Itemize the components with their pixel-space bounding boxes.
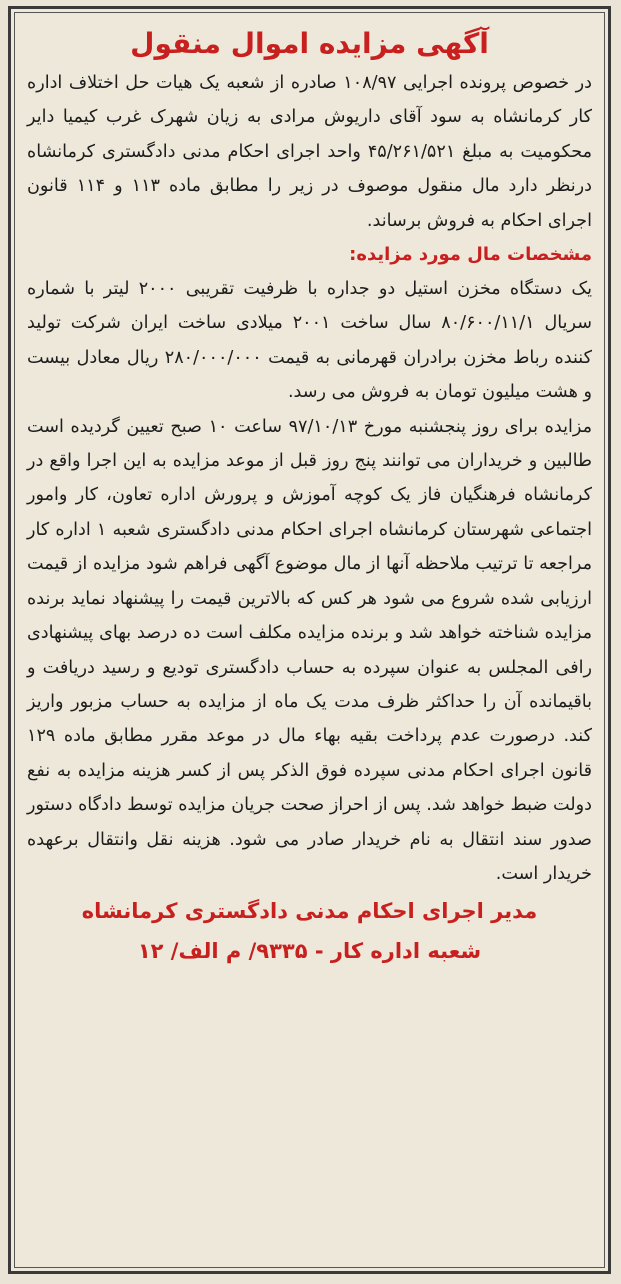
notice-content [15,13,604,971]
notice-title: آگهی مزایده اموال منقول [130,27,489,60]
signature-reference: شعبه اداره کار - ۹۳۳۵/ م الف/ ۱۲ [137,939,482,964]
signature-title: مدیر اجرای احکام مدنی دادگستری کرمانشاه [81,899,538,924]
notice-inner-border [14,12,605,1268]
specs-paragraph: یک دستگاه مخزن استیل دو جداره با ظرفیت تقریبی ۲۰۰۰ لیتر با شماره سریال ۸۰/۶۰۰/۱۱/۱ سال ساخت ۲۰۰۱ میلادی ساخت ایران شرکت تولید کننده رباط مخزن برادران قهرمانی به قیمت ۲۸۰/۰۰۰/۰۰۰ ریال معادل بیست و هشت میلیون تومان به فروش می رسد. [27,279,592,403]
body-paragraph: مزایده برای روز پنجشنبه مورخ ۹۷/۱۰/۱۳ ساعت ۱۰ صبح تعیین گردیده است طالبین و خریداران می توانند پنج روز قبل از موعد مزایده به این اجرا واقع در کرمانشاه فرهنگیان فاز یک کوچه آموزش و پرورش اداره تعاون، کار وامور اجتماعی شهرستان کرمانشاه اجرای احکام مدنی دادگستری شعبه ۱ اداره کار مراجعه تا ترتیب ملاحظه آنها از مال موضوع آگهی فراهم شود مزایده از قیمت ارزیابی شده شروع می شود هر کس که بالاترین قیمت را پیشنهاد نماید برنده مزایده شناخته خواهد شد و برنده مزایده مکلف است ده درصد بهای پیشنهادی رافی المجلس به عنوان سپرده به حساب دادگستری تودیع و رسید دریافت و باقیمانده آن را حداکثر ظرف مدت یک ماه از مزایده به حساب مزبور واریز کند. درصورت عدم پرداخت بقیه بهاء مال در موعد مقرر مطابق ماده ۱۲۹ قانون اجرای احکام مدنی سپرده فوق الذکر پس از کسر هزینه مزایده به نفع دولت ضبط خواهد شد. پس از احراز صحت جریان مزایده توسط دادگاه دستور صدور سند انتقال به نام خریدار صادر می شود. هزینه نقل وانتقال برعهده خریدار است. [27,416,593,884]
auction-notice [8,6,611,1274]
intro-paragraph: در خصوص پرونده اجرایی ۱۰۸/۹۷ صادره از شعبه یک هیات حل اختلاف اداره کار کرمانشاه به سود آقای داریوش مرادی به زیان شهرک غرب کیمیا دایر محکومیت به مبلغ ۴۵/۲۶۱/۵۲۱ واحد اجرای احکام مدنی دادگستری کرمانشاه درنظر دارد مال منقول موصوف در زیر را مطابق ماده ۱۱۳ و ۱۱۴ قانون اجرای احکام به فروش برساند. [27,73,593,231]
specs-heading: مشخصات مال مورد مزایده: [349,244,592,266]
